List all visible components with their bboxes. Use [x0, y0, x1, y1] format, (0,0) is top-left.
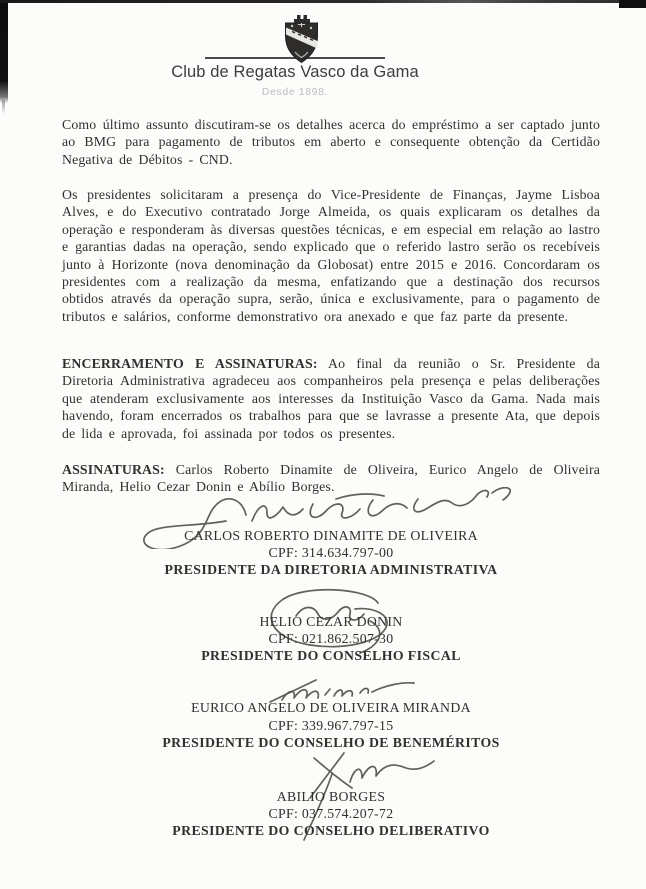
paragraph-loan-bmg: Como último assunto discutiram-se os detalhes acerca do empréstimo a ser captado junto ao BMG para pagamento de tributos em aberto e consequente obtenção da Certidão Negativa de Débitos - CND.: [62, 117, 600, 167]
signatory-name: ABILIO BORGES: [276, 789, 386, 804]
scan-artifact-top-edge: [0, 0, 646, 3]
club-name-title: Club de Regatas Vasco da Gama: [171, 63, 419, 81]
signatory-title: PRESIDENTE DA DIRETORIA ADMINISTRATIVA: [164, 562, 498, 577]
scan-artifact-left-edge: [0, 3, 8, 103]
signatory-cpf: CPF: 037.574.207-72: [268, 806, 394, 821]
club-since-subtitle: Desde 1898.: [261, 86, 329, 98]
vasco-da-gama-crest-icon: [278, 12, 325, 64]
scan-artifact-top-right-corner: [619, 0, 646, 8]
scan-artifact-left-edge-fade: [2, 100, 5, 114]
signatures-section-text: Carlos Roberto Dinamite de Oliveira, Eurico Angelo de Oliveira Miranda, Helio Cezar Donin e Abílio Borges.: [62, 462, 600, 495]
signatory-name: HELIO CEZAR DONIN: [259, 614, 403, 629]
signatory-title: PRESIDENTE DO CONSELHO FISCAL: [201, 648, 461, 663]
signatory-cpf: CPF: 021.862.507-30: [268, 631, 394, 646]
paragraph-operation-details: Os presidentes solicitaram a presença do Vice-Presidente de Finanças, Jayme Lisboa Alves, e do Executivo contratado Jorge Almeida, os quais explicaram os detalhes da operação e responderam às diversas questões técnicas, e em especial em relação ao lastro e garantias dadas na operação, sendo explicado que o referido lastro serão os recebíveis junto à Horizonte (nova denominação da Globosat) entre 2015 e 2016. Concordaram os presidentes com a realização da mesma, enfatizando que a destinação dos recursos obtidos através da operação supra, serão, única e exclusivamente, para o pagamento de tributos e salários, conforme demonstrativo ora anexado e que faz parte da presente.: [62, 187, 600, 324]
signatory-title: PRESIDENTE DO CONSELHO DELIBERATIVO: [172, 823, 490, 838]
closing-section-label: ENCERRAMENTO E ASSINATURAS:: [62, 356, 318, 371]
paragraph-closing: [62, 355, 600, 442]
signatory-cpf: CPF: 339.967.797-15: [268, 718, 394, 733]
signatures-section-label: ASSINATURAS:: [62, 462, 165, 477]
signatory-cpf: CPF: 314.634.797-00: [268, 545, 394, 560]
signatory-title: PRESIDENTE DO CONSELHO DE BENEMÉRITOS: [162, 735, 500, 750]
signatory-name: EURICO ANGELO DE OLIVEIRA MIRANDA: [191, 700, 471, 715]
closing-section-text: Ao final da reunião o Sr. Presidente da Diretoria Administrativa agradeceu aos companheiros pela presença e pelas deliberações que atenderam exclusivamente aos interesses da Instituição Vasco da Gama. Nada mais havendo, foram encerrados os trabalhos para que se lavrasse a presente Ata, que depois de lida e aprovada, foi assinada por todos os presentes.: [62, 356, 600, 441]
signatory-name: CARLOS ROBERTO DINAMITE DE OLIVEIRA: [184, 528, 478, 543]
